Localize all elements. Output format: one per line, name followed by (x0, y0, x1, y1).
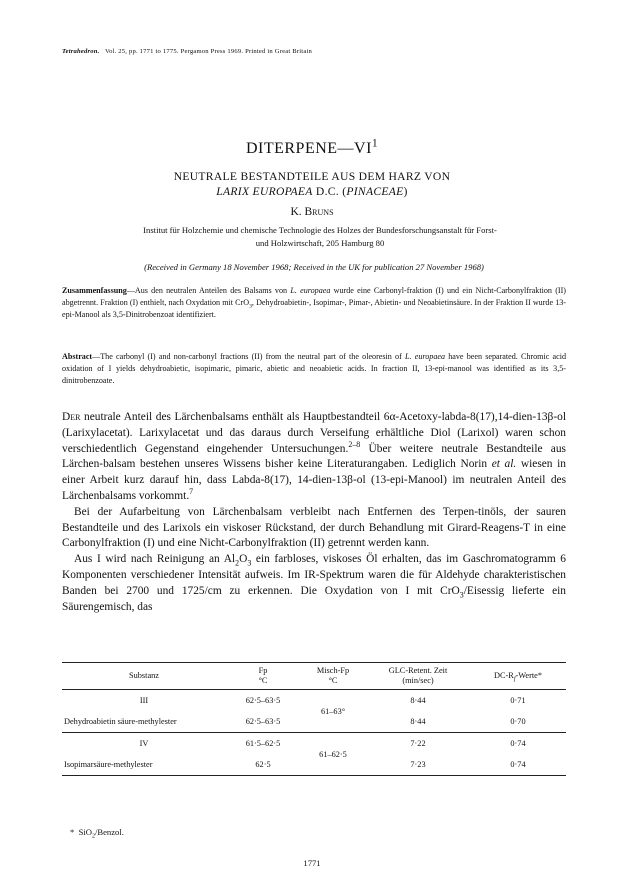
p1-text-c: wiesen in einer Arbeit kurz darauf hin, dass Labda-8(17), 14-dien-13β-ol (13-epi-Manool) im neutralen Anteil des Lärchenbalsams vorkommt. (62, 458, 566, 502)
subtitle-family: PINACEAE (346, 185, 404, 198)
p3-text-d: /Eisessig lieferte ein Säurengemisch, das (62, 584, 566, 613)
footnote-text-b: /Benzol. (94, 827, 124, 837)
cell-substanz: III (139, 696, 149, 705)
col-misch-label: Misch-Fp (316, 666, 350, 675)
abstract-label: Abstract (62, 352, 93, 361)
zusammenfassung (62, 285, 566, 322)
paragraph-3 (62, 552, 566, 615)
affiliation-line-1: Institut für Holzchemie und chemische Technologie des Holzes der Bundesforschungsanstalt für Forst- (143, 225, 497, 235)
col-fp-label: Fp (258, 666, 268, 675)
p3-sub-3: 3 (247, 558, 252, 568)
title-text: DITERPENE—VI (245, 140, 372, 157)
cell-substanz: Dehydroabietin säure-methylester (64, 717, 177, 726)
cell-fp: 61·5–62·5 (245, 739, 281, 748)
footnote-sub: 2 (91, 833, 95, 840)
page-number: 1771 (303, 858, 321, 868)
table-footnote (70, 827, 124, 840)
cell-misch: 61–62·5 (319, 749, 347, 759)
data-table (62, 662, 566, 776)
p3-text-c: ein farbloses, viskoses Öl erhalten, das im Gaschromatogramm 6 Komponenten verschiedener Intensität aufweis. Im IR-Spektrum waren die für Aldehyde charakteristischen Banden bei 2700 und 1725/cm zu erkennen. Die Oxydation von I mit CrO (62, 553, 566, 597)
col-misch (300, 663, 366, 690)
p1-text-b: Über weitere neutrale Bestandteile aus Lärchen-balsam bestehen unseres Wissens bisher keine Literaturangaben. Lediglich Norin (62, 442, 566, 471)
p1-text-a: neutrale Anteil des Lärchenbalsams enthält als Hauptbestandteil 6α-Acetoxy-labda-8(17),14-dien-13β-ol (Larixylacetat). Larixylacetat und das daraus durch Verseifung erhältliche Diol (Larixol) waren schon verschiedentlich Gegenstand eingehender Untersuchungen. (62, 411, 566, 455)
zusammenfassung-sub: 3 (249, 303, 252, 310)
subtitle-end: ) (403, 185, 408, 198)
abstract-text-a: —The carbonyl (I) and non-carbonyl fractions (II) from the neutral part of the oleoresin of (92, 352, 405, 361)
paragraph-2: Bei der Aufarbeitung von Lärchenbalsam verbleibt nach Entfernen des Terpen-tinöls, der sauren Bestandteile und des Larixols ein viskoser Rückstand, der durch Behandlung mit Girard-Reagens-T in eine Carbonylfraktion (I) und eine Nicht-Carbonylfraktion (II) getrennt werden kann. (62, 505, 566, 550)
table-header-row (62, 663, 566, 690)
zusammenfassung-text-a: —Aus den neutralen Anteilen des Balsams von (126, 286, 291, 295)
p3-text-a: Aus I wird nach Reinigung an Al (74, 553, 236, 566)
footnote-text-a: SiO (78, 827, 92, 837)
col-fp-unit: °C (258, 676, 268, 685)
paper-title (0, 137, 624, 158)
zusammenfassung-species: L. europaea (290, 286, 331, 295)
col-glc-label: GLC-Retent. Zeit (388, 666, 448, 675)
cell-glc: 7·23 (410, 760, 426, 769)
col-dc-end: -Werte* (515, 671, 542, 680)
footnote-mark: * (70, 827, 75, 837)
abstract (62, 351, 566, 388)
col-glc-unit: (min/sec) (402, 676, 434, 685)
paragraph-1 (62, 410, 566, 505)
paper-subtitle (0, 169, 624, 199)
col-dc (470, 663, 566, 690)
col-misch-unit: °C (328, 676, 338, 685)
col-substanz: Substanz (129, 671, 159, 680)
subtitle-line-2 (0, 184, 624, 199)
journal-details: Vol. 25, pp. 1771 to 1775. Pergamon Press 1969. Printed in Great Britain (104, 48, 312, 55)
p3-sub-2: 2 (235, 558, 240, 568)
cell-glc: 8·44 (410, 696, 426, 705)
cell-glc: 8·44 (410, 717, 426, 726)
subtitle-mid: D.C. ( (312, 185, 347, 198)
table-row (62, 733, 566, 755)
cell-glc: 7·22 (410, 739, 426, 748)
zusammenfassung-label: Zusammenfassung (62, 286, 127, 295)
body-text (62, 410, 566, 615)
p3-sub-3b: 3 (459, 590, 464, 600)
cell-fp: 62·5 (255, 760, 271, 769)
cell-dc: 0·70 (510, 717, 526, 726)
col-fp (226, 663, 300, 690)
col-dc-sub: f (513, 676, 516, 683)
cell-dc: 0·74 (510, 739, 526, 748)
p1-etal: et al. (491, 458, 517, 471)
cell-dc: 0·71 (510, 696, 526, 705)
dropcap-word: Der (62, 411, 81, 423)
col-glc (366, 663, 470, 690)
cell-fp: 62·5–63·5 (245, 717, 281, 726)
cell-dc: 0·74 (510, 760, 526, 769)
p1-ref-1: 2–8 (348, 439, 361, 449)
subtitle-species: LARIX EUROPAEA (216, 185, 313, 198)
journal-header (62, 48, 312, 55)
cell-substanz: Isopimarsäure-methylester (64, 760, 153, 769)
col-dc-label: DC-R (494, 671, 514, 680)
cell-substanz: IV (139, 739, 149, 748)
abstract-text-b: have been separated. Chromic acid oxidation of I yields dehydroabietic, isopimaric, pimaric, abietic and neoabietic acids. In fraction II, 13-epi-manool was identified as its 3,5-dinitrobenzoate. (62, 352, 567, 386)
cell-fp: 62·5–63·5 (245, 696, 281, 705)
author: K. Bruns (290, 206, 334, 218)
table-row (62, 690, 566, 712)
zusammenfassung-text-c: , Dehydroabietin-, Isopimar-, Pimar-, Abietin- und Neoabietinsäure. In der Fraktion II wurde 13-epi-Manool als 3,5-Dinitrobenzoat identifiziert. (62, 298, 566, 320)
abstract-species: L. europaea (405, 352, 446, 361)
affiliation (70, 224, 570, 249)
cell-misch: 61–63° (320, 706, 346, 716)
title-footnote-ref: 1 (371, 137, 379, 150)
received-dates: (Received in Germany 18 November 1968; Received in the UK for publication 27 November 1968) (144, 262, 484, 272)
journal-name: Tetrahedron. (62, 48, 100, 55)
p3-text-b: O (239, 553, 248, 566)
p1-ref-2: 7 (189, 487, 194, 497)
zusammenfassung-text-b: wurde eine Carbonyl-fraktion (I) und ein Nicht-Carbonylfraktion (II) abgetrennt. Fraktion (I) enthielt, nach Oxydation mit CrO (62, 286, 566, 308)
affiliation-line-2: und Holzwirtschaft, 205 Hamburg 80 (255, 237, 385, 248)
subtitle-line-1: NEUTRALE BESTANDTEILE AUS DEM HARZ VON (173, 170, 451, 183)
